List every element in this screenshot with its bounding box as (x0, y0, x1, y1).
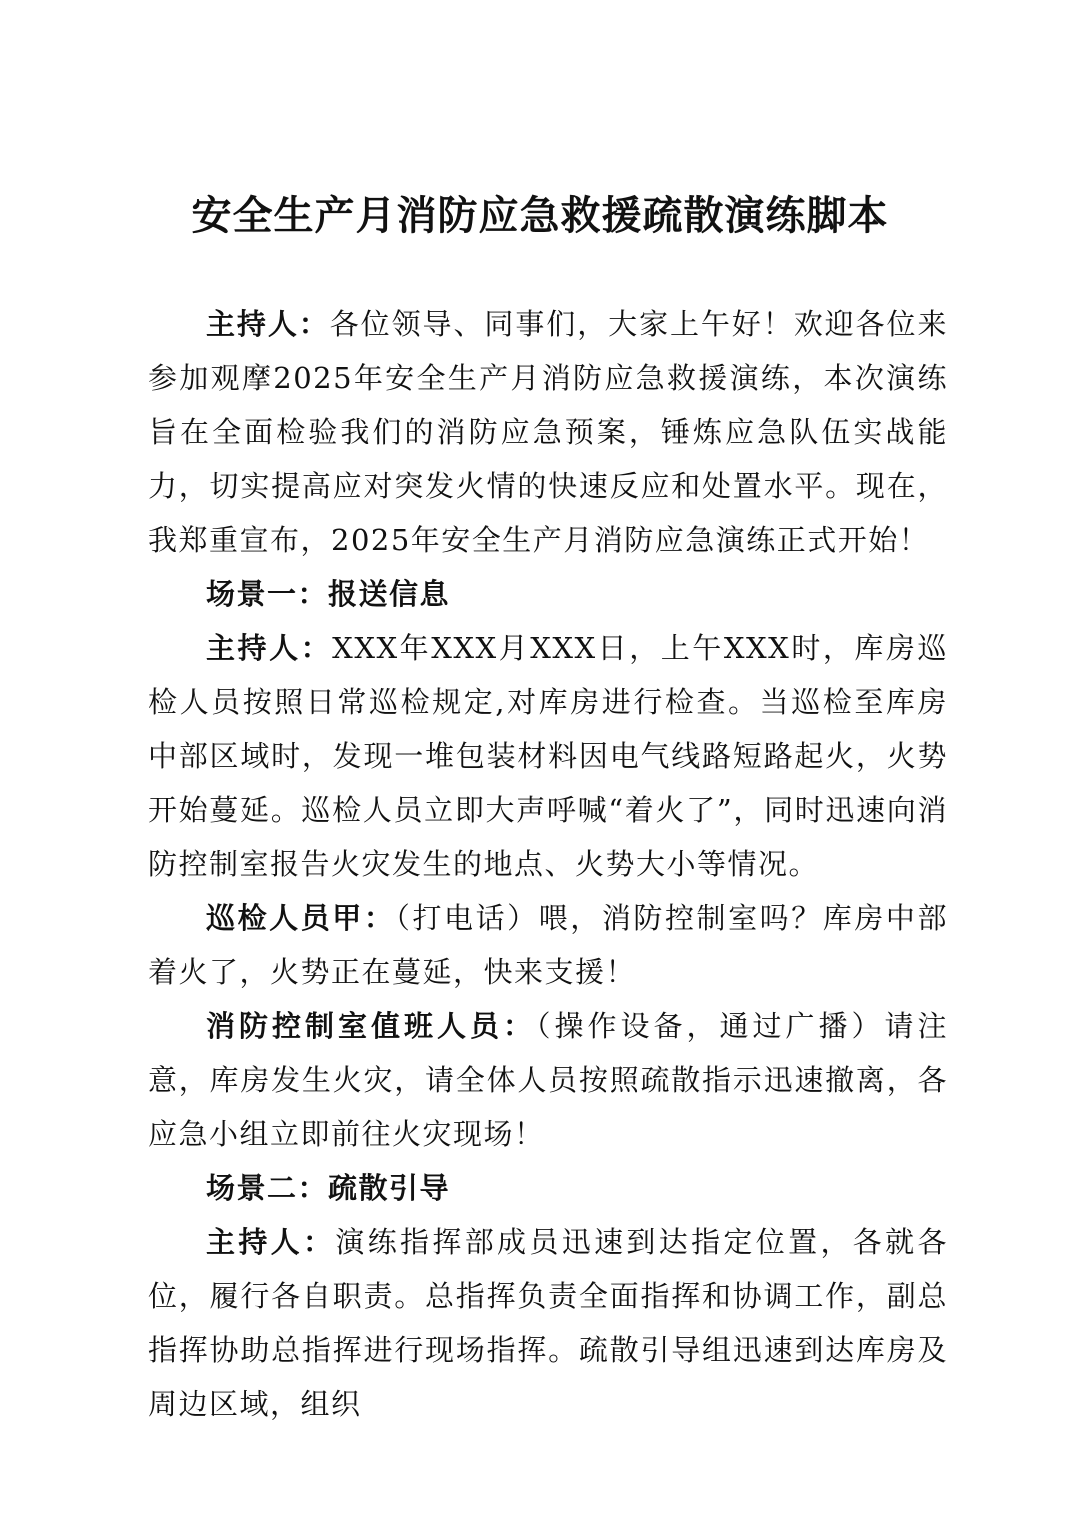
document-title: 安全生产月消防应急救援疏散演练脚本 (191, 192, 889, 239)
paragraph-inspector-call (148, 891, 948, 999)
scene-heading-2: 场景二：疏散引导 (206, 1171, 451, 1205)
speaker-label: 巡检人员甲： (206, 901, 396, 935)
speaker-label: 主持人： (206, 631, 333, 665)
paragraph-text: （操作设备，通过广播）请注意，库房发生火灾，请全体人员按照疏散指示迅速撤离，各应急小组立即前往火灾现场！ (148, 1009, 948, 1151)
paragraph-text: XXX年XXX月XXX日，上午XXX时，库房巡检人员按照日常巡检规定,对库房进行检查。当巡检至库房中部区域时，发现一堆包装材料因电气线路短路起火，火势开始蔓延。巡检人员立即大声呼喊“着火了”，同时迅速向消防控制室报告火灾发生的地点、火势大小等情况。 (148, 631, 948, 881)
speaker-label: 消防控制室值班人员： (206, 1009, 536, 1043)
paragraph-scene2-narration (148, 1215, 948, 1431)
scene-heading-1: 场景一：报送信息 (206, 577, 451, 611)
document-body (148, 297, 948, 1431)
paragraph-scene1-narration (148, 621, 948, 891)
speaker-label: 主持人： (206, 307, 330, 341)
paragraph-control-room (148, 999, 948, 1161)
paragraph-text: 演练指挥部成员迅速到达指定位置，各就各位，履行各自职责。总指挥负责全面指挥和协调工作，副总指挥协助总指挥进行现场指挥。疏散引导组迅速到达库房及周边区域，组织 (148, 1225, 948, 1421)
paragraph-text: （打电话）喂，消防控制室吗？库房中部着火了，火势正在蔓延，快来支援！ (148, 901, 948, 989)
paragraph-text: 各位领导、同事们，大家上午好！欢迎各位来参加观摩2025年安全生产月消防应急救援演练，本次演练旨在全面检验我们的消防应急预案，锤炼应急队伍实战能力，切实提高应对突发火情的快速反应和处置水平。现在，我郑重宣布，2025年安全生产月消防应急演练正式开始！ (148, 307, 948, 557)
paragraph-opening (148, 297, 948, 567)
speaker-label: 主持人： (206, 1225, 336, 1259)
